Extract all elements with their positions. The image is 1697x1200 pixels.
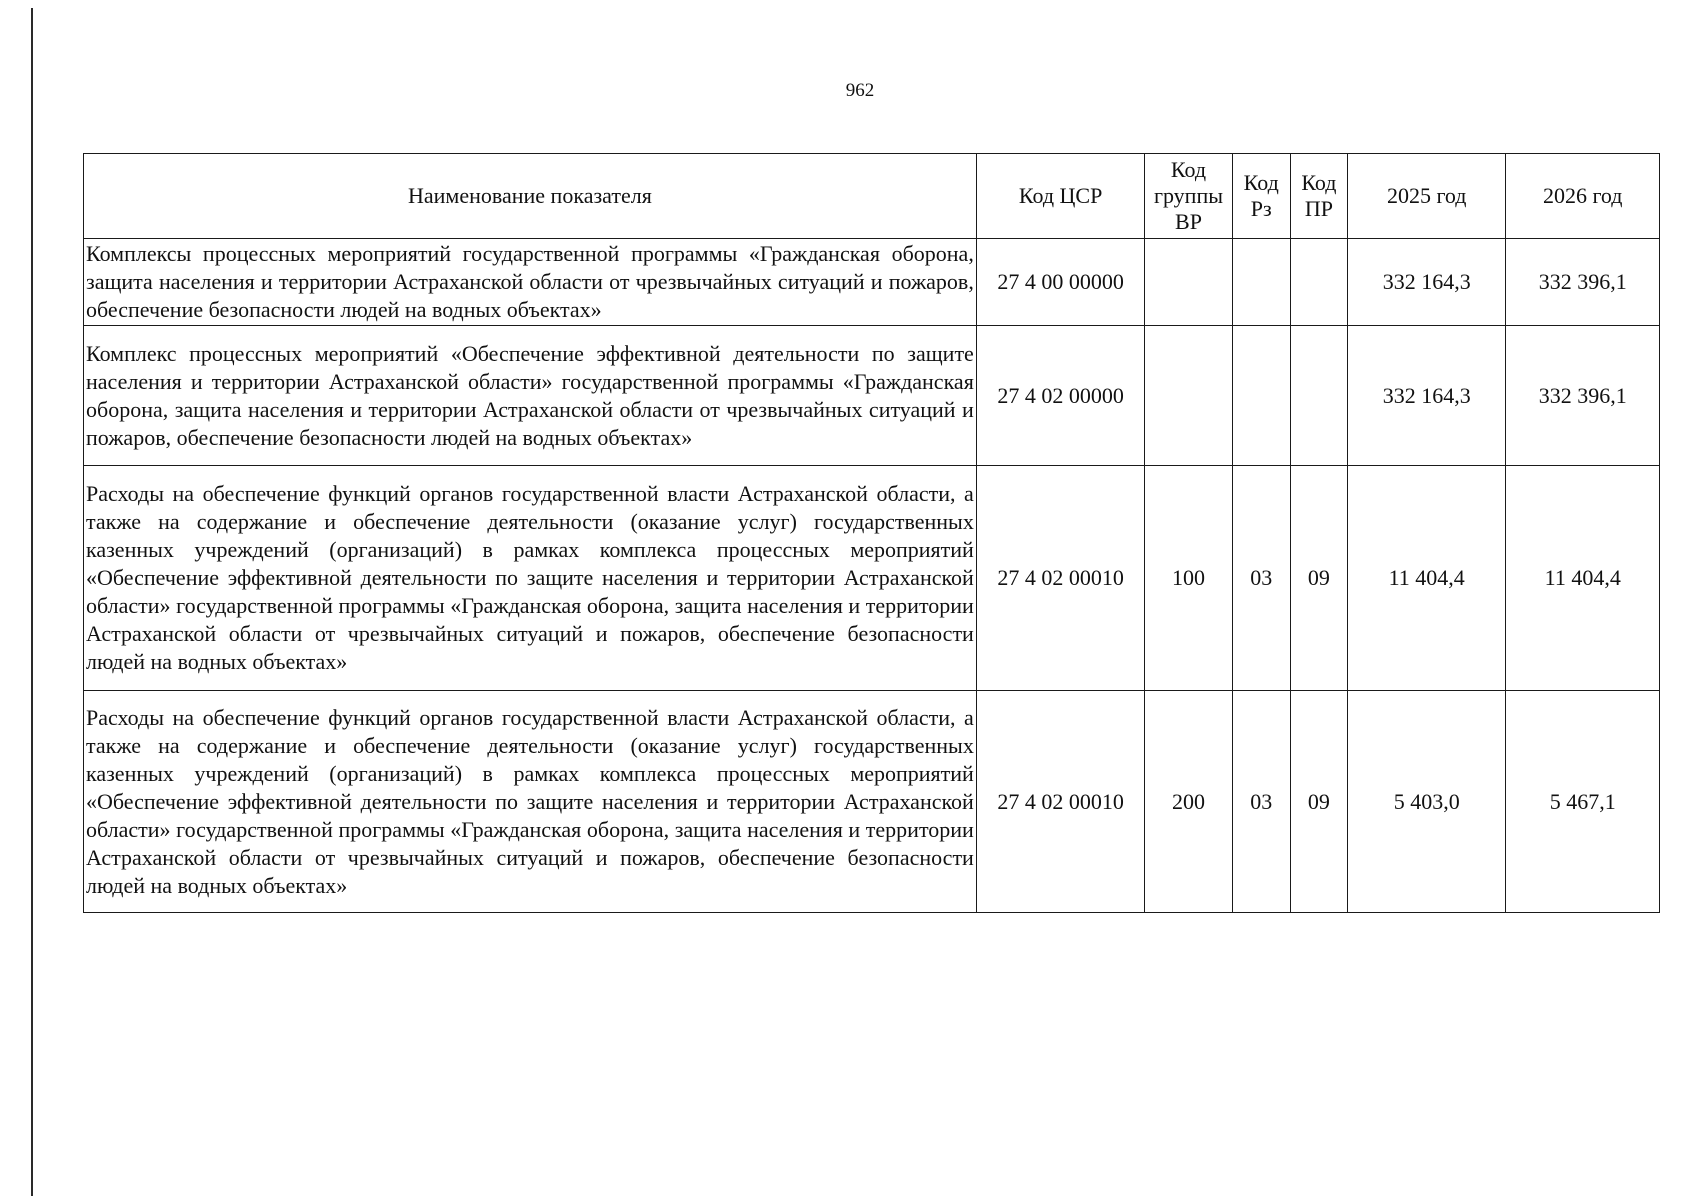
row-value-2025: 332 164,3 — [1347, 239, 1506, 326]
row-csr-code: 27 4 00 00000 — [976, 239, 1145, 326]
row-csr-code: 27 4 02 00010 — [976, 466, 1145, 691]
row-vr-code: 100 — [1145, 466, 1232, 691]
budget-table — [83, 153, 1660, 913]
row-pr-code: 09 — [1290, 466, 1347, 691]
row-csr-code: 27 4 02 00000 — [976, 326, 1145, 466]
header-2025: 2025 год — [1347, 154, 1506, 239]
row-pr-code — [1290, 326, 1347, 466]
row-rz-code: 03 — [1232, 691, 1290, 913]
header-name: Наименование показателя — [84, 154, 977, 239]
row-rz-code: 03 — [1232, 466, 1290, 691]
header-csr-code: Код ЦСР — [976, 154, 1145, 239]
table-header-row — [84, 154, 1660, 239]
row-vr-code — [1145, 326, 1232, 466]
table-row — [84, 691, 1660, 913]
row-value-2025: 5 403,0 — [1347, 691, 1506, 913]
page-number: 962 — [845, 80, 875, 101]
row-rz-code — [1232, 239, 1290, 326]
header-pr-code: Код ПР — [1290, 154, 1347, 239]
row-vr-code — [1145, 239, 1232, 326]
table-row — [84, 326, 1660, 466]
row-pr-code: 09 — [1290, 691, 1347, 913]
row-value-2025: 11 404,4 — [1347, 466, 1506, 691]
row-name: Расходы на обеспечение функций органов государственной власти Астраханской области, а также на содержание и обеспечение деятельности (оказание услуг) государственных казенных учреждений (организаций) в рамках комплекса процессных мероприятий «Обеспечение эффективной деятельности по защите населения и территории Астраханской области» государственной программы «Гражданская оборона, защита населения и территории Астраханской области от чрезвычайных ситуаций и пожаров, обеспечение безопасности людей на водных объектах» — [84, 466, 977, 691]
row-name: Комплексы процессных мероприятий государственной программы «Гражданская оборона, защита населения и территории Астраханской области от чрезвычайных ситуаций и пожаров, обеспечение безопасности людей на водных объектах» — [84, 239, 977, 326]
binding-margin-line — [31, 8, 33, 1196]
row-value-2025: 332 164,3 — [1347, 326, 1506, 466]
row-rz-code — [1232, 326, 1290, 466]
table-row — [84, 466, 1660, 691]
row-pr-code — [1290, 239, 1347, 326]
header-vr-code: Код группы ВР — [1145, 154, 1232, 239]
header-2026: 2026 год — [1506, 154, 1660, 239]
row-value-2026: 332 396,1 — [1506, 239, 1660, 326]
row-value-2026: 5 467,1 — [1506, 691, 1660, 913]
row-name: Расходы на обеспечение функций органов государственной власти Астраханской области, а также на содержание и обеспечение деятельности (оказание услуг) государственных казенных учреждений (организаций) в рамках комплекса процессных мероприятий «Обеспечение эффективной деятельности по защите населения и территории Астраханской области» государственной программы «Гражданская оборона, защита населения и территории Астраханской области от чрезвычайных ситуаций и пожаров, обеспечение безопасности людей на водных объектах» — [84, 691, 977, 913]
header-rz-code: Код Рз — [1232, 154, 1290, 239]
row-value-2026: 332 396,1 — [1506, 326, 1660, 466]
row-csr-code: 27 4 02 00010 — [976, 691, 1145, 913]
row-vr-code: 200 — [1145, 691, 1232, 913]
row-name: Комплекс процессных мероприятий «Обеспечение эффективной деятельности по защите населения и территории Астраханской области» государственной программы «Гражданская оборона, защита населения и территории Астраханской области от чрезвычайных ситуаций и пожаров, обеспечение безопасности людей на водных объектах» — [84, 326, 977, 466]
row-value-2026: 11 404,4 — [1506, 466, 1660, 691]
table-row — [84, 239, 1660, 326]
